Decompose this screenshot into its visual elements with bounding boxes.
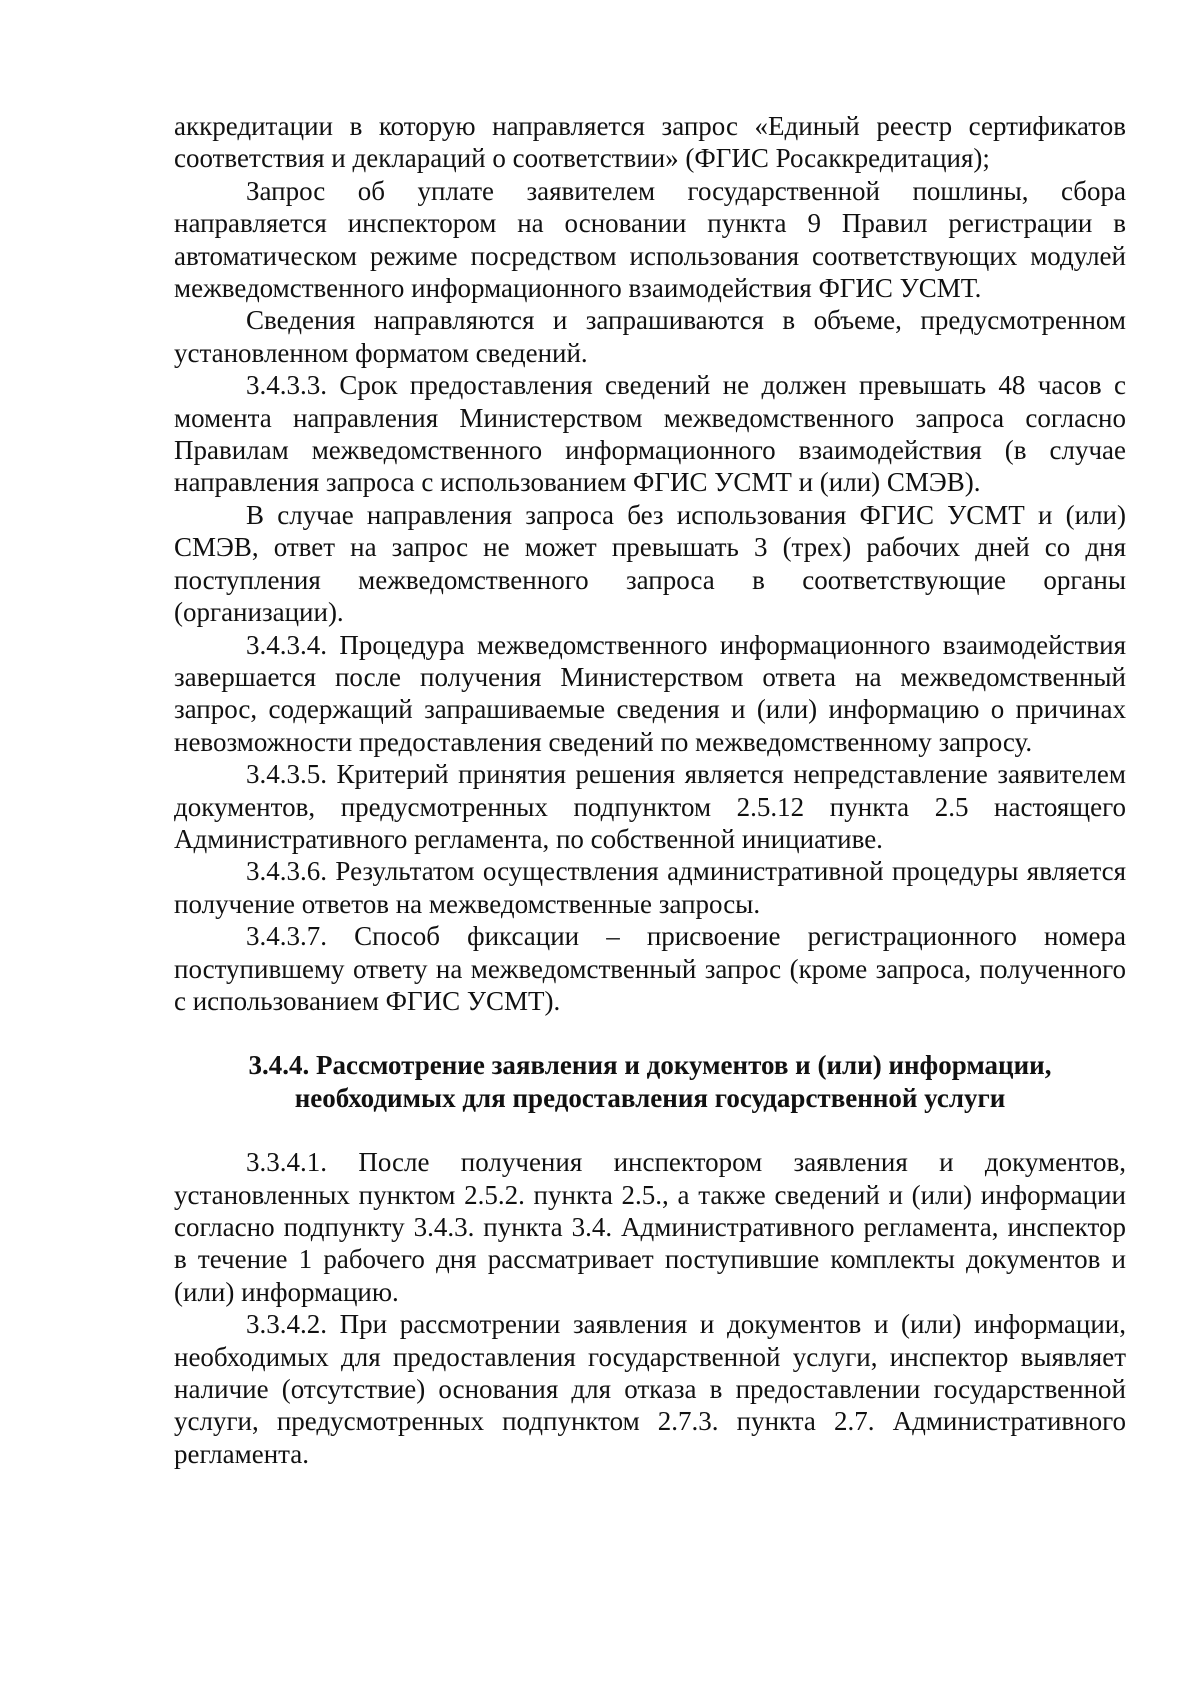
paragraph: аккредитации в которую направляется запрос «Единый реестр сертификатов соответствия и деклараций о соответствии» (ФГИС Росаккредитация);: [174, 111, 1126, 174]
paragraph: В случае направления запроса без использования ФГИС УСМТ и (или) СМЭВ, ответ на запрос не может превышать 3 (трех) рабочих дней со дня поступления межведомственного запроса в соответствующие органы (организации).: [174, 499, 1126, 628]
section-heading-line: 3.4.4. Рассмотрение заявления и документов и (или) информации,: [248, 1050, 1052, 1081]
paragraph: 3.4.3.7. Способ фиксации – присвоение регистрационного номера поступившему ответу на межведомственный запрос (кроме запроса, полученного с использованием ФГИС УСМТ).: [174, 921, 1126, 1016]
section-heading: [174, 1049, 1126, 1114]
spacer: [174, 1017, 1126, 1049]
spacer: [174, 1114, 1126, 1146]
paragraph: Запрос об уплате заявителем государственной пошлины, сбора направляется инспектором на основании пункта 9 Правил регистрации в автоматическом режиме посредством использования соответствующих модулей межведомственного информационного взаимодействия ФГИС УСМТ.: [174, 175, 1126, 304]
paragraph: 3.3.4.1. После получения инспектором заявления и документов, установленных пунктом 2.5.2. пункта 2.5., а также сведений и (или) информации согласно подпункту 3.4.3. пункта 3.4. Административного регламента, инспектор в течение 1 рабочего дня рассматривает поступившие комплекты документов и (или) информацию.: [174, 1147, 1126, 1307]
section-heading-line: необходимых для предоставления государственной услуги: [294, 1082, 1006, 1113]
document-page: [174, 110, 1126, 1470]
paragraph: 3.4.3.3. Срок предоставления сведений не должен превышать 48 часов с момента направления Министерством межведомственного запроса согласно Правилам межведомственного информационного взаимодействия (в случае направления запроса с использованием ФГИС УСМТ и (или) СМЭВ).: [174, 370, 1126, 498]
paragraph: Сведения направляются и запрашиваются в объеме, предусмотренном установленном форматом сведений.: [174, 305, 1126, 368]
paragraph: 3.4.3.6. Результатом осуществления административной процедуры является получение ответов на межведомственные запросы.: [174, 856, 1126, 919]
paragraph: 3.3.4.2. При рассмотрении заявления и документов и (или) информации, необходимых для предоставления государственной услуги, инспектор выявляет наличие (отсутствие) основания для отказа в предоставлении государственной услуги, предусмотренных подпунктом 2.7.3. пункта 2.7. Административного регламента.: [174, 1309, 1126, 1469]
paragraph: 3.4.3.4. Процедура межведомственного информационного взаимодействия завершается после получения Министерством ответа на межведомственный запрос, содержащий запрашиваемые сведения и (или) информацию о причинах невозможности предоставления сведений по межведомственному запросу.: [174, 629, 1126, 757]
paragraph: 3.4.3.5. Критерий принятия решения является непредставление заявителем документов, предусмотренных подпунктом 2.5.12 пункта 2.5 настоящего Административного регламента, по собственной инициативе.: [174, 759, 1126, 854]
